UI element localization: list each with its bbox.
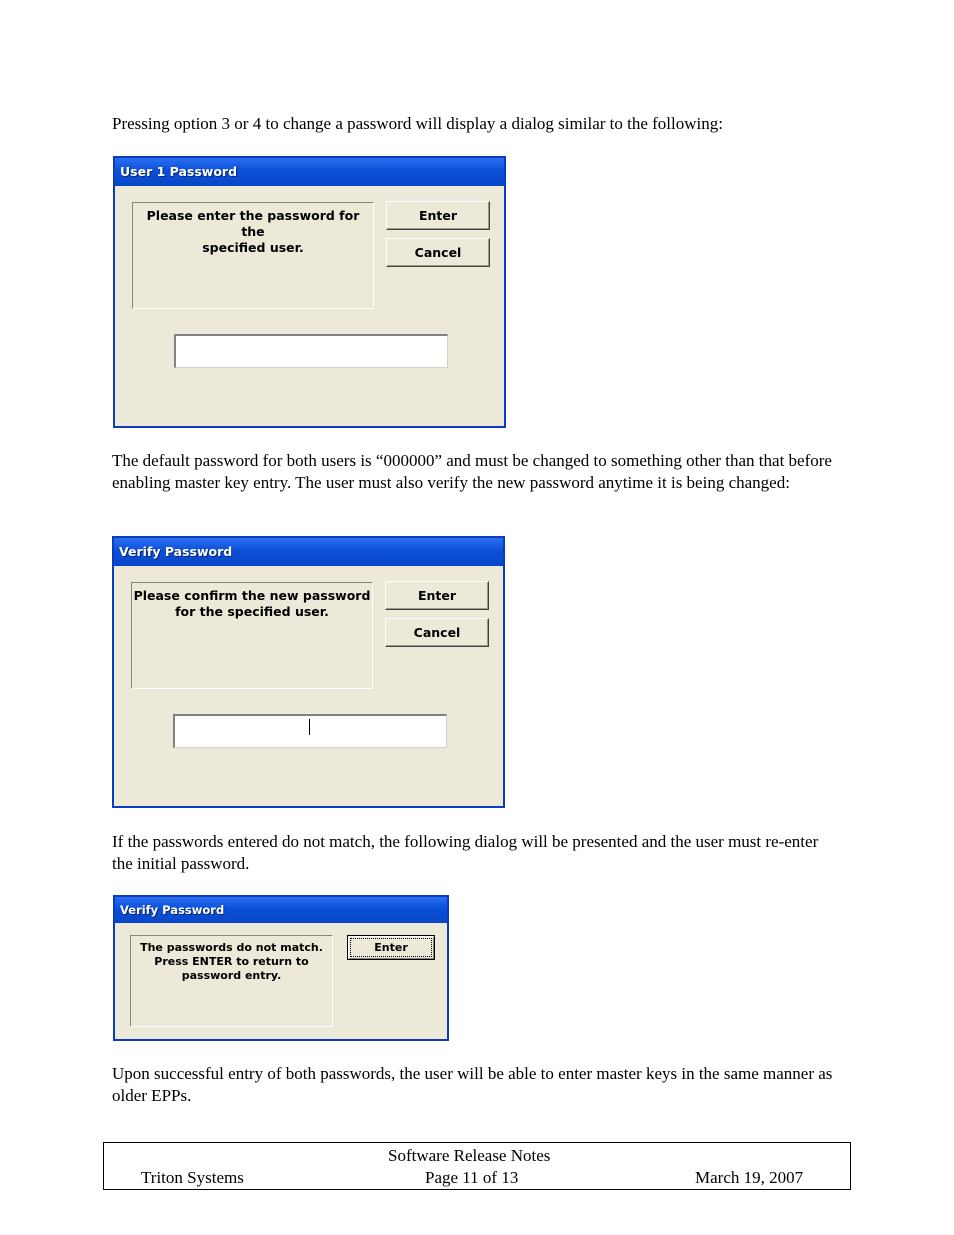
enter-button[interactable]: Enter [385, 581, 489, 610]
cancel-button[interactable]: Cancel [386, 238, 490, 267]
footer-company: Triton Systems [141, 1168, 244, 1187]
page-footer [103, 1142, 851, 1190]
dialog-title: Verify Password [114, 538, 503, 566]
enter-button[interactable]: Enter [386, 201, 490, 230]
verify-password-dialog [112, 536, 505, 808]
user-password-dialog [113, 156, 506, 428]
footer-date: March 19, 2007 [695, 1168, 804, 1187]
dialog-title: Verify Password [115, 897, 447, 923]
password-input[interactable] [173, 714, 447, 748]
enter-button[interactable]: Enter [347, 935, 435, 960]
intro-paragraph: Pressing option 3 or 4 to change a password will display a dialog similar to the following: [112, 114, 723, 133]
dialog-title: User 1 Password [115, 158, 504, 186]
mismatch-paragraph: If the passwords entered do not match, the following dialog will be presented and the user must re-enter the initial password. [112, 832, 819, 873]
password-mismatch-dialog [113, 895, 449, 1041]
dialog-message: Please enter the password for the specified user. [132, 202, 374, 309]
password-input[interactable] [174, 334, 448, 368]
cancel-button[interactable]: Cancel [385, 618, 489, 647]
success-paragraph: Upon successful entry of both passwords, the user will be able to enter master keys in the same manner as older EPPs. [112, 1064, 833, 1105]
dialog-message: The passwords do not match. Press ENTER to return to password entry. [130, 935, 333, 1027]
footer-page-number: Page 11 of 13 [425, 1168, 519, 1187]
text-caret [309, 719, 310, 735]
dialog-message: Please confirm the new password for the specified user. [131, 582, 373, 689]
footer-doc-title: Software Release Notes [388, 1146, 551, 1165]
default-password-paragraph: The default password for both users is “000000” and must be changed to something other than that before enabling master key entry. The user must also verify the new password anytime it is being changed: [112, 451, 832, 492]
